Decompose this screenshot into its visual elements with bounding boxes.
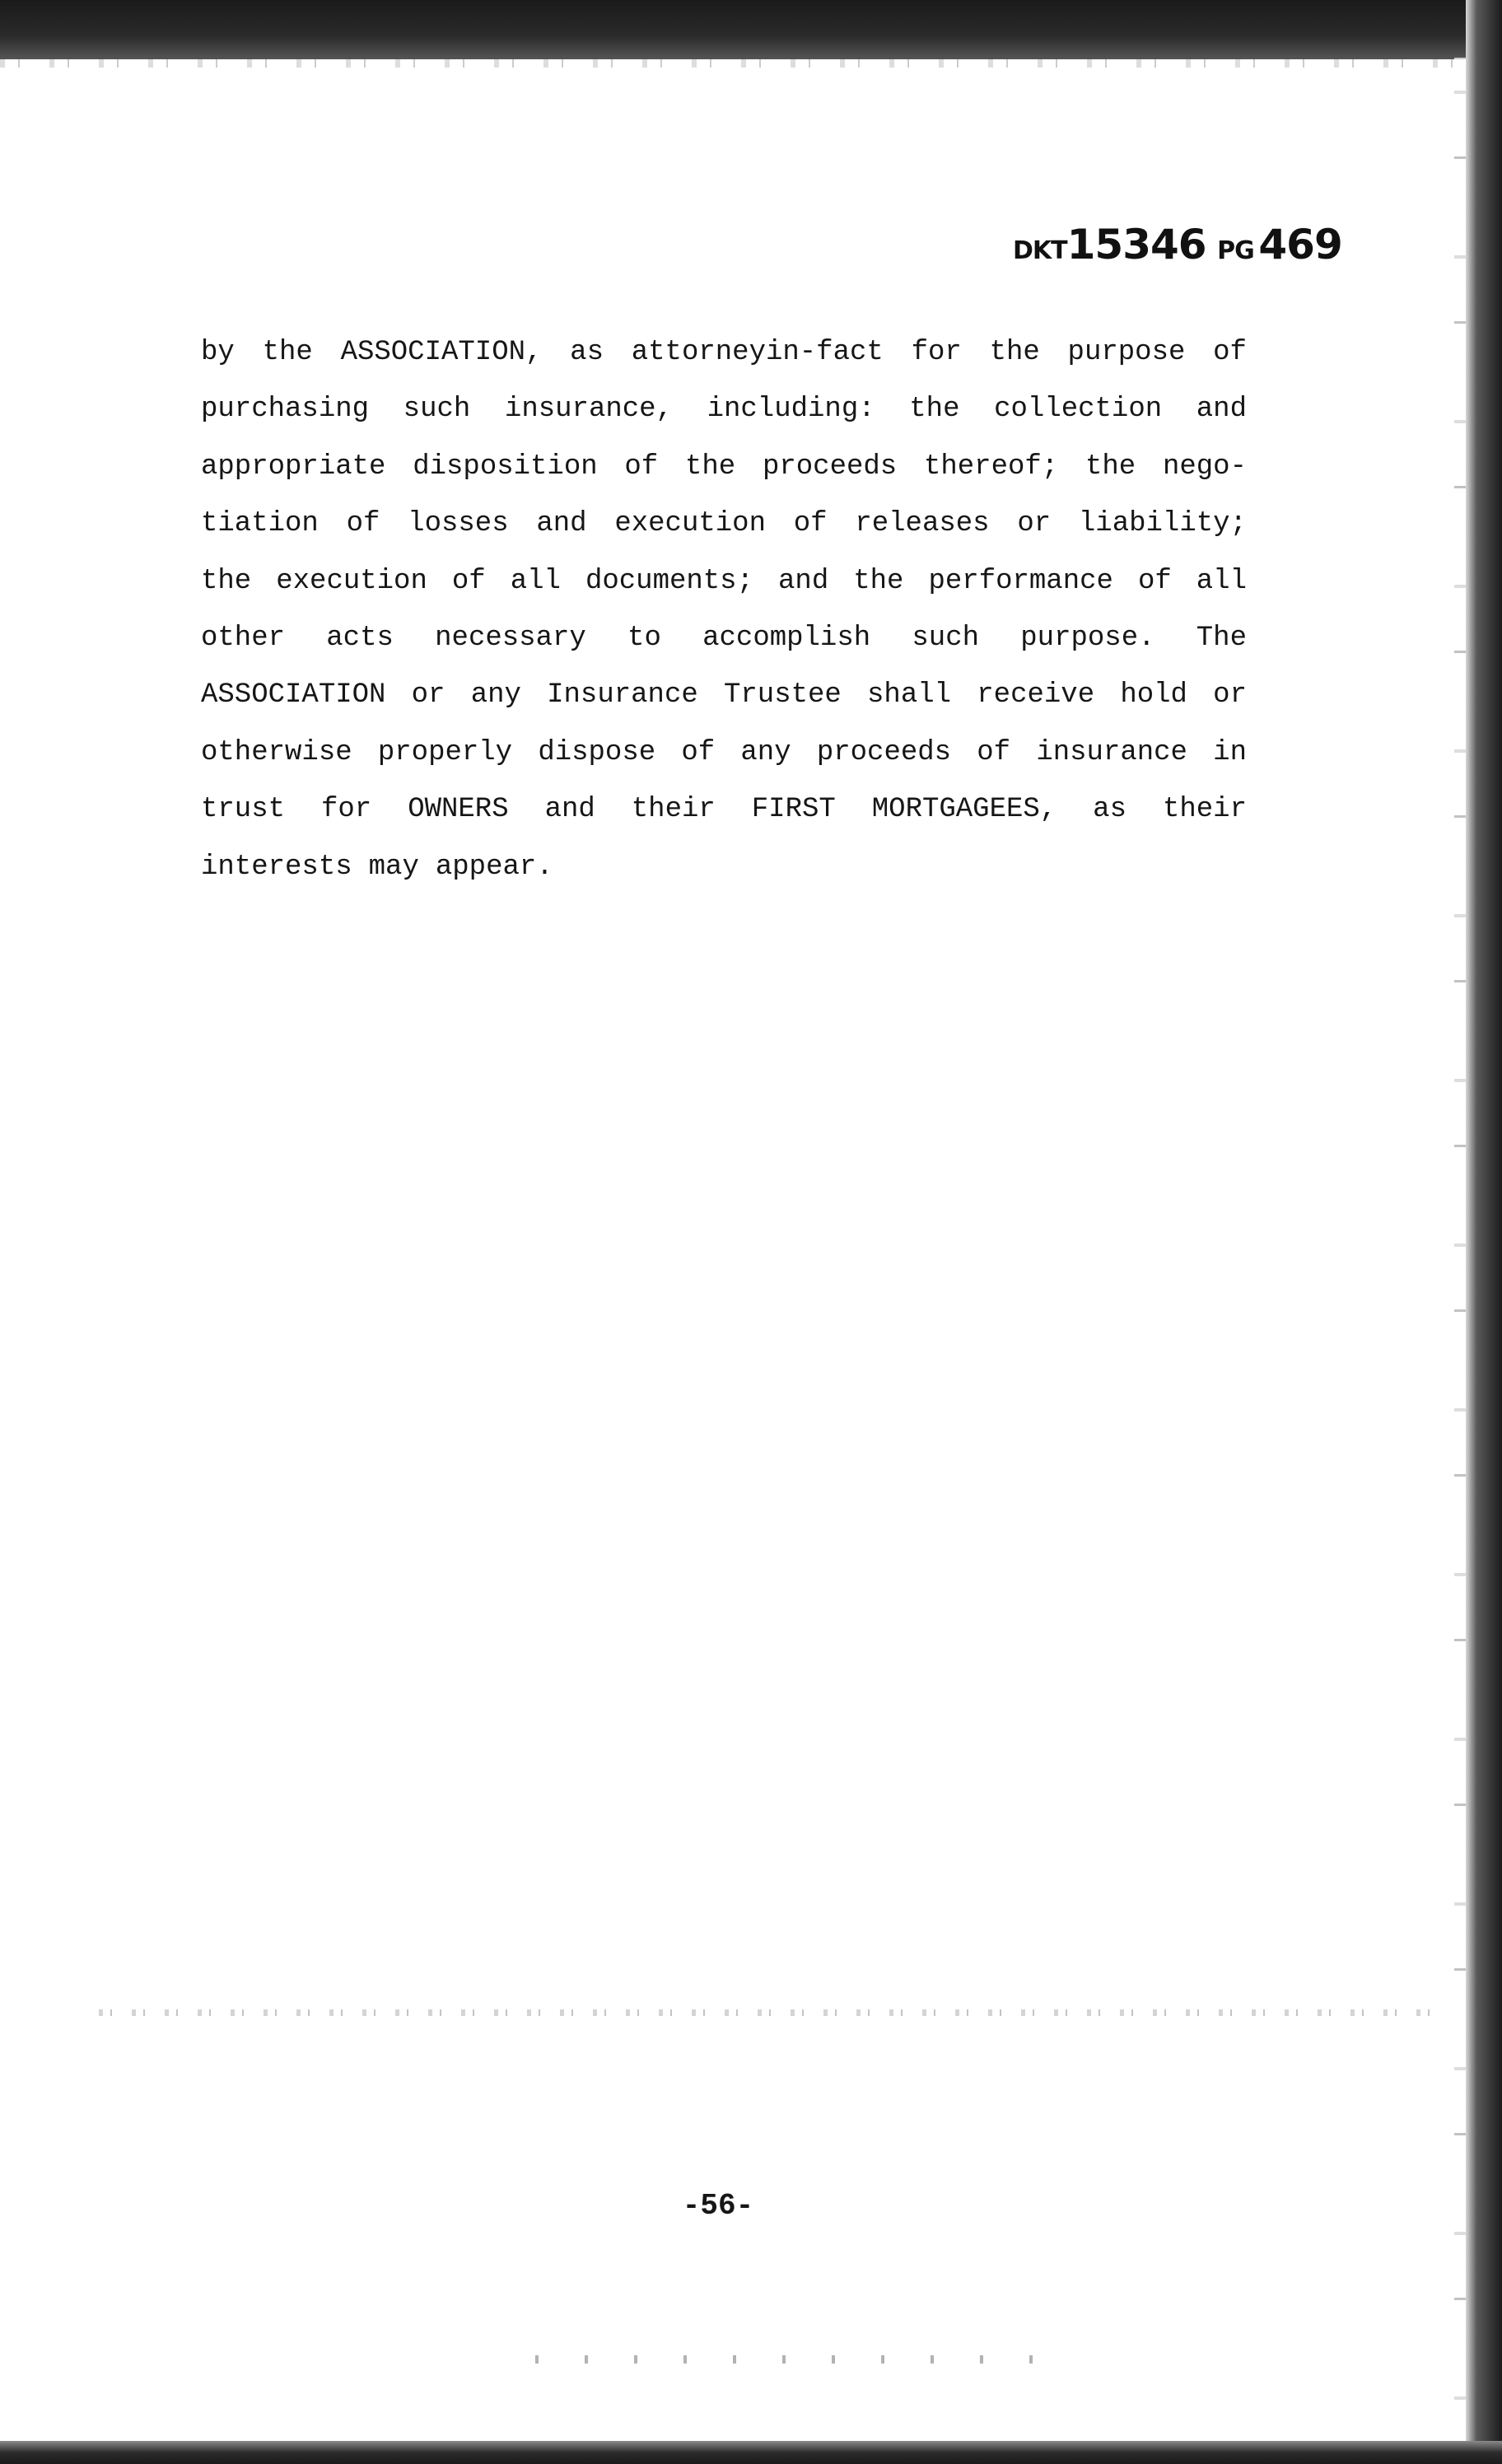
- word: any: [740, 736, 791, 768]
- word: receive: [977, 679, 1095, 712]
- word: disposition: [413, 450, 598, 483]
- text-line: [201, 439, 1247, 496]
- word: the: [853, 565, 904, 597]
- scan-noise-top: [0, 59, 1502, 68]
- word: execution: [276, 565, 427, 597]
- word: other: [201, 622, 286, 654]
- word: by: [201, 337, 235, 368]
- word: appropriate: [201, 450, 386, 483]
- word: of: [346, 508, 380, 540]
- word: documents;: [585, 565, 753, 597]
- word: Insurance: [547, 679, 698, 712]
- word: liability;: [1078, 508, 1247, 540]
- word: insurance,: [504, 394, 673, 426]
- word: for: [321, 794, 372, 826]
- word: or: [1017, 508, 1052, 540]
- word: of: [681, 736, 716, 768]
- word: of: [793, 508, 828, 540]
- scan-border-bottom: [0, 2441, 1502, 2464]
- word: tiation: [201, 508, 319, 540]
- word: such: [403, 394, 471, 426]
- docket-page-label: PG: [1217, 236, 1254, 265]
- word: losses: [408, 508, 509, 540]
- docket-book-number: 15346: [1066, 221, 1206, 268]
- word: insurance: [1036, 736, 1187, 768]
- word: their: [631, 794, 716, 826]
- word: interests: [201, 851, 352, 883]
- word: execution: [614, 508, 766, 540]
- text-line: [201, 553, 1247, 610]
- docket-page-number: 469: [1258, 221, 1342, 268]
- scan-noise-right: [1454, 58, 1466, 2446]
- scan-noise-bottom: [535, 2355, 1046, 2364]
- docket-stamp: [1013, 221, 1342, 278]
- word: dispose: [538, 736, 656, 768]
- word: MORTGAGEES,: [871, 794, 1057, 826]
- text-line: [201, 667, 1247, 724]
- word: and: [536, 508, 587, 540]
- docket-book-label: DKT: [1013, 236, 1067, 265]
- word: necessary: [435, 622, 586, 654]
- word: nego-: [1162, 450, 1247, 483]
- word: as: [1093, 794, 1126, 826]
- word: including:: [707, 394, 875, 426]
- body-paragraph: [201, 324, 1247, 896]
- word: their: [1162, 794, 1247, 826]
- word: of: [624, 450, 659, 483]
- word: proceeds: [816, 736, 952, 768]
- word: Trustee: [723, 679, 842, 712]
- word: ASSOCIATION,: [340, 337, 543, 368]
- text-line: [201, 496, 1247, 553]
- word: otherwise: [201, 736, 352, 768]
- scan-border-right: [1466, 0, 1502, 2464]
- word: performance: [928, 565, 1113, 597]
- word: FIRST: [751, 794, 836, 826]
- word: of: [451, 565, 486, 597]
- word: and: [778, 565, 829, 597]
- word: releases: [855, 508, 990, 540]
- word: may: [368, 851, 419, 883]
- word: the: [684, 450, 736, 483]
- word: as: [570, 337, 604, 368]
- word: and: [1196, 394, 1247, 426]
- word: all: [510, 565, 561, 597]
- word: ASSOCIATION: [201, 679, 386, 712]
- word: all: [1196, 565, 1247, 597]
- word: collection: [994, 394, 1163, 426]
- text-line: [201, 725, 1247, 782]
- word: to: [627, 622, 661, 654]
- word: hold: [1120, 679, 1187, 712]
- page-number: -56-: [682, 2189, 754, 2223]
- word: the: [262, 337, 313, 368]
- word: for: [911, 337, 962, 368]
- text-line: [201, 610, 1247, 667]
- scan-border-top: [0, 0, 1502, 59]
- text-line: [201, 782, 1247, 838]
- word: purpose: [1067, 337, 1186, 368]
- word: the: [1085, 450, 1136, 483]
- word: of: [977, 736, 1011, 768]
- word: thereof;: [923, 450, 1059, 483]
- word: The: [1196, 622, 1247, 654]
- word: acts: [326, 622, 394, 654]
- word: the: [989, 337, 1040, 368]
- word: trust: [201, 794, 286, 826]
- word: OWNERS: [408, 794, 509, 826]
- text-line: [201, 381, 1247, 438]
- word: shall: [867, 679, 952, 712]
- text-line: [201, 839, 1247, 896]
- word: and: [544, 794, 595, 826]
- word: appear.: [435, 851, 553, 883]
- word: purpose.: [1020, 622, 1155, 654]
- word: or: [1213, 679, 1247, 712]
- word: attorneyin-fact: [631, 337, 884, 368]
- word: the: [201, 565, 252, 597]
- word: or: [411, 679, 445, 712]
- word: purchasing: [201, 394, 370, 426]
- word: the: [909, 394, 960, 426]
- text-line: [201, 324, 1247, 381]
- scan-noise-band: [99, 2009, 1449, 2016]
- word: of: [1213, 337, 1247, 368]
- word: properly: [377, 736, 513, 768]
- word: in: [1213, 736, 1247, 768]
- word: accomplish: [702, 622, 871, 654]
- word: such: [912, 622, 980, 654]
- word: proceeds: [762, 450, 898, 483]
- word: of: [1137, 565, 1172, 597]
- word: any: [470, 679, 521, 712]
